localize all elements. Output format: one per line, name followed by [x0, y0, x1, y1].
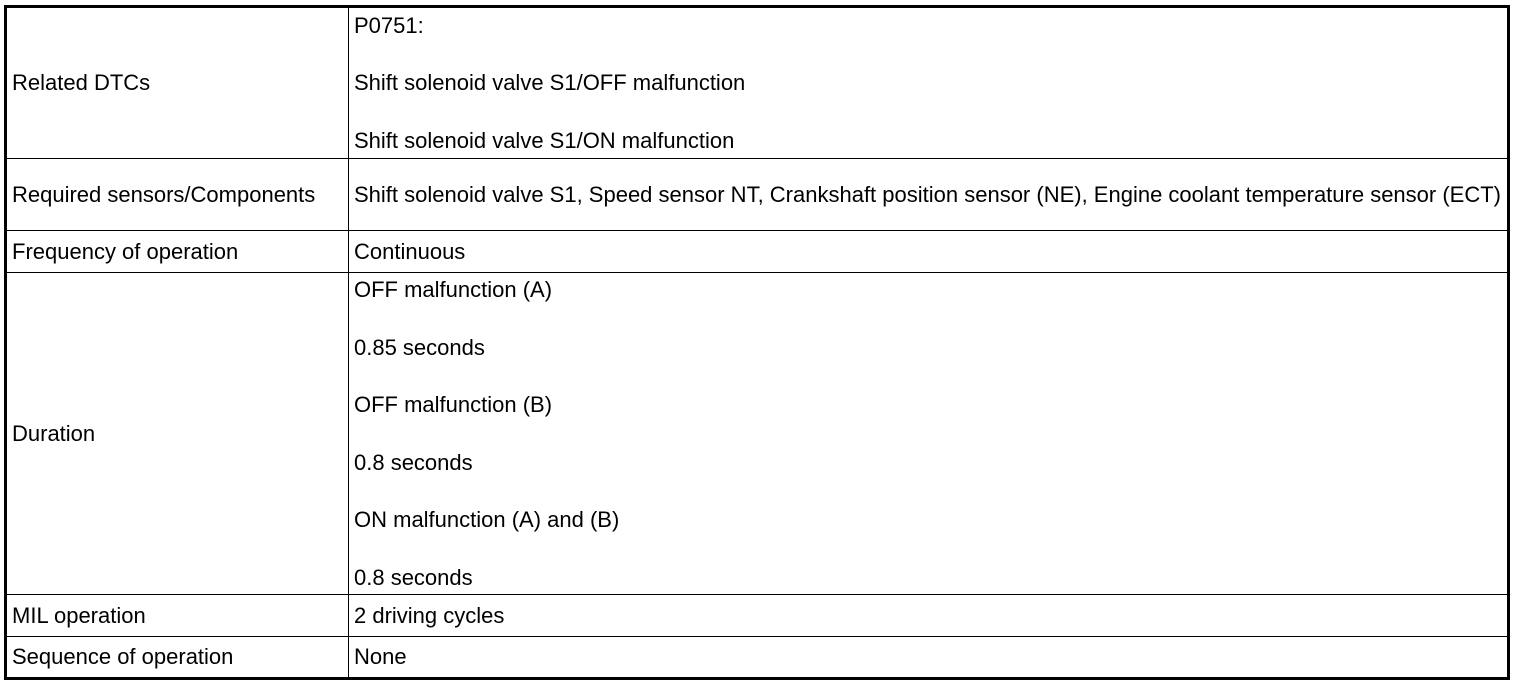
table-row-sequence [6, 637, 1509, 679]
duration-time: 0.8 seconds [354, 449, 473, 475]
dtc-info-table [4, 5, 1510, 680]
table-row-required-sensors [6, 159, 1509, 231]
row-label: Frequency of operation [6, 231, 349, 273]
table-row-related-dtcs [6, 7, 1509, 159]
table-row-frequency [6, 231, 1509, 273]
table-row-mil-operation [6, 595, 1509, 637]
row-label: Required sensors/Components [6, 159, 349, 231]
duration-condition: OFF malfunction (A) [354, 277, 553, 302]
table-row-duration [6, 273, 1509, 595]
dtc-description: Shift solenoid valve S1/OFF malfunction [354, 70, 746, 96]
row-value: None [349, 637, 1509, 679]
row-label: Duration [6, 273, 349, 595]
row-label: MIL operation [6, 595, 349, 637]
row-label: Sequence of operation [6, 637, 349, 679]
row-label: Related DTCs [6, 7, 349, 159]
row-value: Shift solenoid valve S1, Speed sensor NT, Crankshaft position sensor (NE), Engine coolant temperature sensor (ECT) [349, 159, 1509, 231]
row-value: Continuous [349, 231, 1509, 273]
row-value [349, 7, 1509, 159]
dtc-code: P0751: [354, 12, 424, 38]
row-value [349, 273, 1509, 595]
dtc-description: Shift solenoid valve S1/ON malfunction [354, 127, 735, 153]
duration-time: 0.8 seconds [354, 564, 473, 590]
duration-condition: OFF malfunction (B) [354, 392, 553, 417]
duration-time: 0.85 seconds [354, 334, 485, 360]
duration-condition: ON malfunction (A) and (B) [354, 507, 620, 532]
row-value: 2 driving cycles [349, 595, 1509, 637]
